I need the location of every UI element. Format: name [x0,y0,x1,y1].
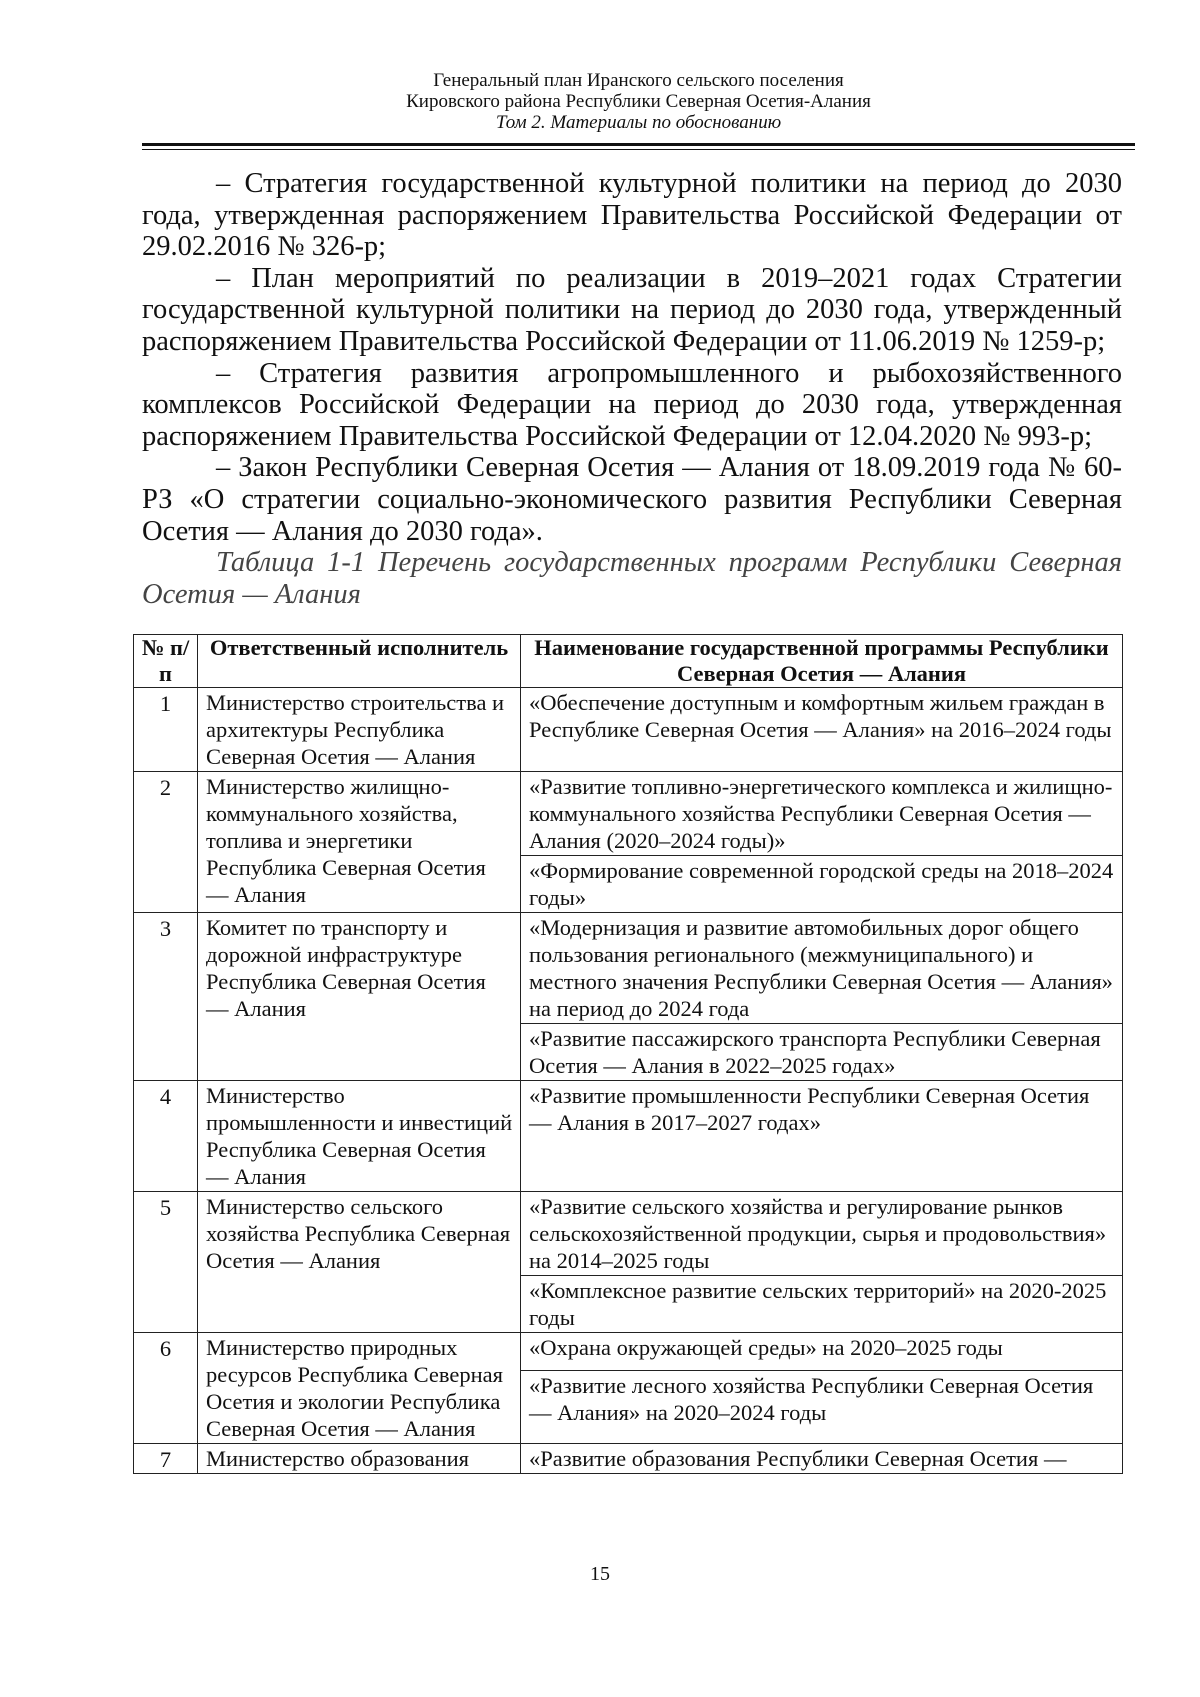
row-num: 6 [134,1333,198,1444]
table-row [134,913,1123,1024]
paragraph: – План мероприятий по реализации в 2019–2021 годах Стратегии государственной культурной политики на период до 2030 года, утвержденный распоряжением Правительства Российской Федерации от 11.06.2019 № 1259-р; [142,262,1122,357]
table-row [134,1081,1123,1192]
paragraph: – Стратегия государственной культурной политики на период до 2030 года, утвержденная распоряжением Правительства Российской Федерации от 29.02.2016 № 326-р; [142,168,1122,263]
body-text [142,168,1122,610]
header-num: № п/п [134,635,198,688]
row-executor: Министерство природных ресурсов Республика Северная Осетия и экологии Республика Северная Осетия — Алания [198,1333,521,1444]
row-program: «Развитие промышленности Республики Северная Осетия — Алания в 2017–2027 годах» [521,1081,1123,1192]
running-header [142,70,1135,133]
row-executor: Министерство сельского хозяйства Республика Северная Осетия — Алания [198,1192,521,1333]
paragraph: – Стратегия развития агропромышленного и рыбохозяйственного комплексов Российской Федерации на период до 2030 года, утвержденная распоряжением Правительства Российской Федерации от 12.04.2020 № 993-р; [142,357,1122,452]
table-row [134,1333,1123,1371]
row-num: 2 [134,772,198,913]
programs-table [133,634,1123,1474]
row-executor: Министерство промышленности и инвестиций Республика Северная Осетия — Алания [198,1081,521,1192]
paragraph: – Закон Республики Северная Осетия — Алания от 18.09.2019 года № 60-РЗ «О стратегии социально-экономического развития Республики Северная Осетия — Алания до 2030 года». [142,452,1122,547]
row-program: «Обеспечение доступным и комфортным жильем граждан в Республике Северная Осетия — Алания» на 2016–2024 годы [521,688,1123,772]
row-executor: Комитет по транспорту и дорожной инфраструктуре Республика Северная Осетия — Алания [198,913,521,1081]
header-line-1: Генеральный план Иранского сельского поселения [433,70,844,91]
row-executor: Министерство строительства и архитектуры Республика Северная Осетия — Алания [198,688,521,772]
header-line-3: Том 2. Материалы по обоснованию [495,112,782,133]
row-program: «Развитие образования Республики Северная Осетия — [521,1444,1123,1474]
row-program: «Развитие сельского хозяйства и регулирование рынков сельскохозяйственной продукции, сырья и продовольствия» на 2014–2025 годы [521,1192,1123,1276]
row-num: 1 [134,688,198,772]
row-program: «Развитие топливно-энергетического комплекса и жилищно-коммунального хозяйства Республики Северная Осетия — Алания (2020–2024 годы)» [521,772,1123,856]
row-num: 7 [134,1444,198,1474]
row-executor: Министерство жилищно-коммунального хозяйства, топлива и энергетики Республика Северная Осетия — Алания [198,772,521,913]
table-row [134,1444,1123,1474]
header-line-2: Кировского района Республики Северная Осетия-Алания [406,91,871,112]
row-num: 5 [134,1192,198,1333]
row-program: «Комплексное развитие сельских территорий» на 2020-2025 годы [521,1276,1123,1333]
row-program: «Развитие лесного хозяйства Республики Северная Осетия — Алания» на 2020–2024 годы [521,1371,1123,1444]
row-program: «Охрана окружающей среды» на 2020–2025 годы [521,1333,1123,1371]
header-rule-thick [142,143,1135,146]
row-num: 4 [134,1081,198,1192]
row-program: «Развитие пассажирского транспорта Республики Северная Осетия — Алания в 2022–2025 годах» [521,1024,1123,1081]
table-row [134,688,1123,772]
row-program: «Формирование современной городской среды на 2018–2024 годы» [521,856,1123,913]
row-num: 3 [134,913,198,1081]
header-executor: Ответственный исполнитель [198,635,521,688]
row-executor: Министерство образования [198,1444,521,1474]
table-header-row [134,635,1123,688]
table-row [134,772,1123,856]
row-program: «Модернизация и развитие автомобильных дорог общего пользования регионального (межмуниципального) и местного значения Республики Северная Осетия — Алания» на период до 2024 года [521,913,1123,1024]
page-number: 15 [590,1563,610,1585]
table-caption: Таблица 1-1 Перечень государственных программ Республики Северная Осетия — Алания [142,547,1122,610]
header-program: Наименование государственной программы Республики Северная Осетия — Алания [521,635,1123,688]
table-row [134,1192,1123,1276]
header-rule-thin [142,149,1135,150]
